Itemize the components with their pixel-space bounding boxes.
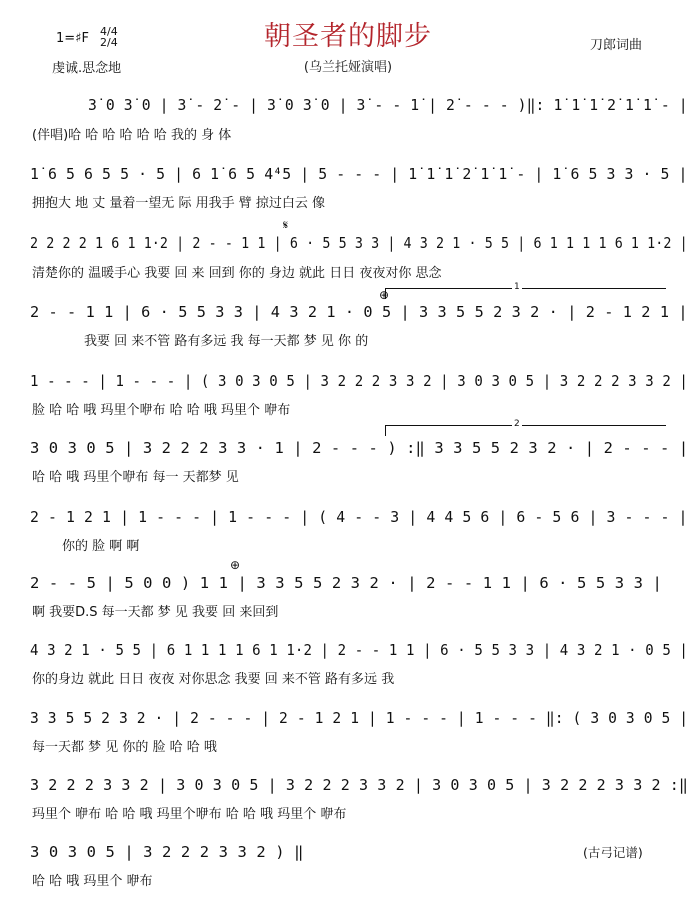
lyrics-line-9: 你的身边 就此 日日 夜夜 对你思念 我要 回 来不管 路有多远 我 [32,672,395,687]
time-signature-2: 2/4 [100,36,118,49]
lyrics-line-12: 哈 哈 哦 玛里个 咿布 [32,874,153,889]
notation-line-7: 2 - 1 2 1 | 1 - - - | 1 - - - | ( 4 - - 3 | 4 4 5 6 | 6 - 5 6 | 3 - - - | [30,508,688,526]
notation-line-10: 3 3 5 5 2 3 2 · | 2 - - - | 2 - 1 2 1 | 1 - - - | 1 - - - ‖: ( 3 0 3 0 5 | [30,709,689,727]
notation-line-4: 2 - - 1 1 | 6 · 5 5 3 3 | 4 3 2 1 · 0 5 | 3 3 5 5 2 3 2 · | 2 - 1 2 1 | [30,303,688,321]
coda-mark-2: ⊕ [230,558,241,572]
song-title: 朝圣者的脚步 [264,21,432,52]
segno-mark: 𝄋 [283,218,289,232]
lyrics-line-7: 你的 脸 啊 啊 [62,539,140,554]
volta-1-number: 1 [514,282,520,292]
lyrics-line-5: 脸 哈 哈 哦 玛里个咿布 哈 哈 哦 玛里个 咿布 [32,403,291,418]
notation-line-3: 2 2 2 2 1 6 1 1·2 | 2 - - 1 1 | 6 · 5 5 3 3 | 4 3 2 1 · 5 5 | 6 1 1 1 1 6 1 1·2 | [30,234,688,252]
notation-line-11: 3 2 2 2 3 3 2 | 3 0 3 0 5 | 3 2 2 2 3 3 2 | 3 0 3 0 5 | 3 2 2 2 3 3 2 :‖ [30,776,689,794]
notation-line-12: 3 0 3 0 5 | 3 2 2 2 3 3 2 ) ‖ [30,843,304,861]
volta-2-number: 2 [514,419,520,429]
notation-line-2: 1̇ 6 5 6 5 5 · 5 | 6 1̇ 6 5 4⁴5 | 5 - - - | 1̇ 1̇ 1̇ 2̇ 1̇ 1̇ - | 1̇ 6 5 3 3 · 5 | [30,165,688,183]
transcriber-credit: (古弓记谱) [583,845,643,860]
notation-line-5: 1 - - - | 1 - - - | ( 3 0 3 0 5 | 3 2 2 2 3 3 2 | 3 0 3 0 5 | 3 2 2 2 3 3 2 | [30,372,688,390]
volta-1 [385,282,666,299]
lyrics-line-4: 我要 回 来不管 路有多远 我 每一天都 梦 见 你 的 [84,334,369,349]
notation-line-9: 4 3 2 1 · 5 5 | 6 1 1 1 1 6 1 1·2 | 2 - - 1 1 | 6 · 5 5 3 3 | 4 3 2 1 · 0 5 | [30,641,688,659]
notation-line-1: 3̇ 0 3̇ 0 | 3̇ - 2̇ - | 3̇ 0 3̇ 0 | 3̇ - - 1̇ | 2̇ - - - )‖: 1̇ 1̇ 1̇ 2̇ 1̇ 1̇ - | [88,96,688,114]
lyrics-line-2: 拥抱大 地 丈 量着一望无 际 用我手 臂 掠过白云 像 [32,196,326,211]
lyrics-line-8: 啊 我要D.S 每一天都 梦 见 我要 回 来回到 [32,605,279,620]
credits: 刀郎词曲 [590,38,643,53]
time-signature-1: 4/4 [100,25,118,38]
notation-line-6: 3 0 3 0 5 | 3 2 2 2 3 3 · 1 | 2 - - - ) :‖ 3 3 5 5 2 3 2 · | 2 - - - | [30,439,689,457]
lyrics-line-6: 哈 哈 哦 玛里个咿布 每一 天都梦 见 [32,470,239,485]
song-subtitle: (乌兰托娅演唱) [303,60,393,75]
tempo-marking: 虔诚.思念地 [52,61,122,76]
lyrics-line-3: 清楚你的 温暖手心 我要 回 来 回到 你的 身边 就此 日日 夜夜对你 思念 [32,266,442,281]
key-signature: 1=♯F [56,31,89,46]
notation-line-8: 2 - - 5 | 5 0 0 ) 1 1 | 3 3 5 5 2 3 2 · | 2 - - 1 1 | 6 · 5 5 3 3 | [30,574,662,592]
coda-mark: ⊕ [379,288,390,302]
lyrics-line-11: 玛里个 咿布 哈 哈 哦 玛里个咿布 哈 哈 哦 玛里个 咿布 [32,807,347,822]
time-signature [100,26,118,48]
lyrics-line-10: 每一天都 梦 见 你的 脸 哈 哈 哦 [32,740,217,755]
lyrics-line-1: (伴唱)哈 哈 哈 哈 哈 哈 我的 身 体 [32,128,232,143]
volta-2 [385,419,666,436]
